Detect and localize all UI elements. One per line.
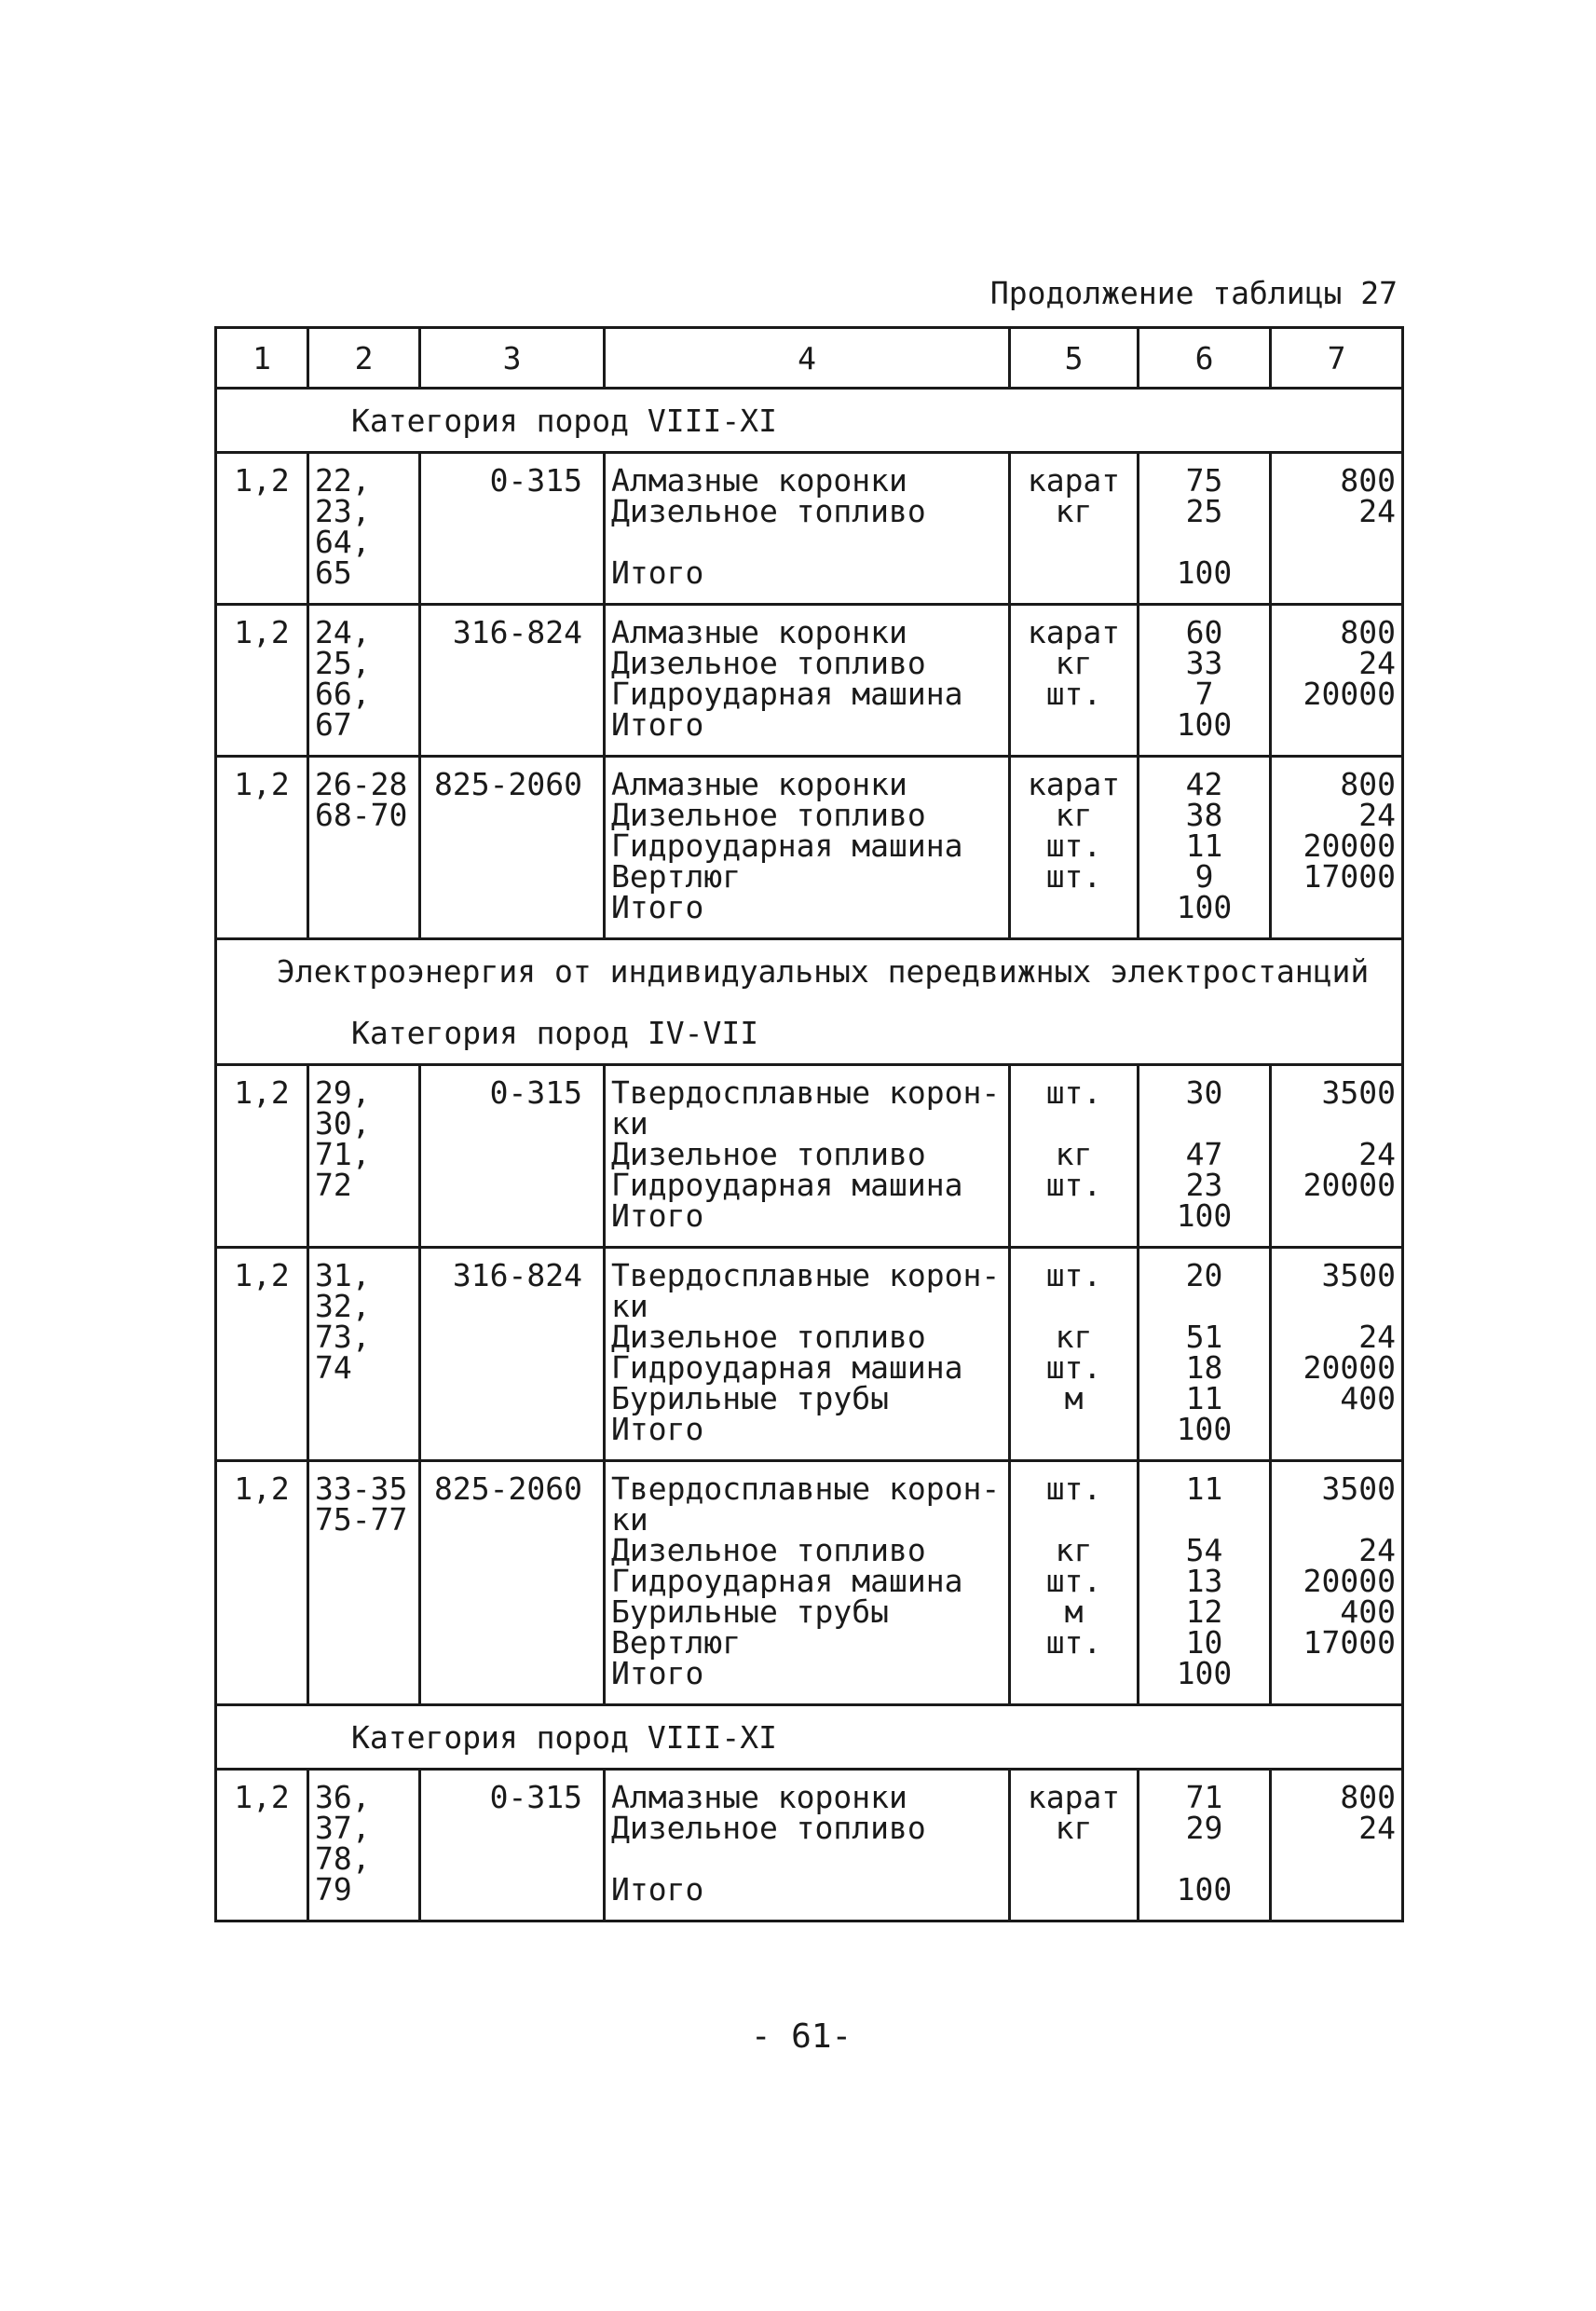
item-share: 100 [1176, 889, 1233, 925]
item-name: ки [611, 1501, 648, 1538]
item-share: 75 [1185, 462, 1223, 499]
item-value: 24 [1358, 1810, 1396, 1846]
cell-value [1271, 1461, 1403, 1705]
item-unit [1016, 1414, 1131, 1444]
item-unit [1016, 1504, 1131, 1535]
cell-col3 [420, 1065, 605, 1248]
cell-text: 1,2 [234, 614, 290, 650]
table-row [216, 1065, 1403, 1248]
cell-line: 36, [315, 1779, 371, 1815]
item-unit [1016, 709, 1131, 740]
cell-share [1139, 1461, 1271, 1705]
section-title: Категория пород VIII-XI [216, 1705, 1403, 1770]
table-row [216, 757, 1403, 939]
item-value: 400 [1340, 1380, 1396, 1416]
header-col-3: 3 [420, 328, 605, 389]
item-share: 18 [1185, 1349, 1223, 1386]
item-unit: кг [1055, 493, 1093, 529]
cell-col2 [308, 757, 420, 939]
cell-name [605, 1065, 1010, 1248]
header-col-4: 4 [605, 328, 1010, 389]
section-row [216, 939, 1403, 1003]
section-title: Категория пород IV-VII [216, 1002, 1403, 1065]
cell-line: 79 [315, 1871, 352, 1908]
cell-name [605, 1770, 1010, 1921]
cell-col1 [216, 453, 308, 605]
cell-line: 75-77 [315, 1501, 408, 1538]
item-name: Алмазные коронки [611, 1779, 907, 1815]
item-value: 800 [1340, 614, 1396, 650]
cell-col1 [216, 1065, 308, 1248]
item-value: 20000 [1303, 1563, 1396, 1599]
cell-share [1139, 757, 1271, 939]
item-unit: шт. [1045, 676, 1102, 712]
section-title: Категория пород VIII-XI [216, 389, 1403, 453]
cell-text: 1,2 [234, 1779, 290, 1815]
section-row [216, 1705, 1403, 1770]
item-share: 30 [1185, 1074, 1223, 1111]
item-name: Гидроударная машина [611, 1349, 963, 1386]
item-share: 25 [1185, 493, 1223, 529]
item-value [1277, 1200, 1396, 1231]
cell-line: 72 [315, 1167, 352, 1203]
item-name: Бурильные трубы [611, 1593, 890, 1630]
cell-col1 [216, 1770, 308, 1921]
item-share: 100 [1176, 1871, 1233, 1908]
page-number: - 61- [750, 2017, 853, 2056]
cell-unit [1010, 605, 1139, 757]
item-share [1145, 526, 1263, 557]
cell-text: 316-824 [452, 1257, 582, 1293]
table-row [216, 1770, 1403, 1921]
cell-col2 [308, 1065, 420, 1248]
item-share: 10 [1185, 1624, 1223, 1661]
cell-text: 316-824 [452, 614, 582, 650]
item-unit [1016, 1843, 1131, 1874]
item-value: 20000 [1303, 1349, 1396, 1386]
cell-text: 0-315 [489, 1779, 582, 1815]
item-share: 100 [1176, 706, 1233, 743]
item-unit: кг [1055, 1136, 1093, 1172]
cell-col3 [420, 1770, 605, 1921]
item-name: Твердосплавные корон- [611, 1074, 1001, 1111]
cell-unit [1010, 757, 1139, 939]
item-name: Итого [611, 1655, 704, 1691]
item-name: Вертлюг [611, 1624, 742, 1661]
cell-share [1139, 605, 1271, 757]
item-unit: карат [1027, 1779, 1121, 1815]
item-value: 3500 [1321, 1470, 1396, 1507]
cell-unit [1010, 453, 1139, 605]
item-value [1277, 892, 1396, 923]
item-name: Итого [611, 554, 704, 591]
item-value: 24 [1358, 797, 1396, 833]
item-unit: м [1064, 1593, 1084, 1630]
item-value: 3500 [1321, 1257, 1396, 1293]
cell-col1 [216, 605, 308, 757]
item-name: Алмазные коронки [611, 766, 907, 802]
item-name [611, 1843, 1003, 1874]
item-share: 100 [1176, 1655, 1233, 1691]
section-row [216, 1002, 1403, 1065]
cell-line: 33-35 [315, 1470, 408, 1507]
table-body [216, 389, 1403, 1921]
cell-value [1271, 605, 1403, 757]
item-name: Вертлюг [611, 858, 742, 895]
item-share: 33 [1185, 645, 1223, 681]
cell-text: 1,2 [234, 1257, 290, 1293]
materials-table [214, 326, 1404, 1922]
item-name [611, 526, 1003, 557]
section-row [216, 389, 1403, 453]
cell-unit [1010, 1461, 1139, 1705]
item-share [1145, 1108, 1263, 1139]
cell-unit [1010, 1065, 1139, 1248]
cell-value [1271, 1248, 1403, 1461]
item-share: 42 [1185, 766, 1223, 802]
item-unit: кг [1055, 797, 1093, 833]
table-row [216, 1461, 1403, 1705]
item-share [1145, 1843, 1263, 1874]
cell-line: 24, [315, 614, 371, 650]
item-share: 20 [1185, 1257, 1223, 1293]
item-value: 800 [1340, 1779, 1396, 1815]
item-name: Дизельное топливо [611, 797, 926, 833]
item-share [1145, 1504, 1263, 1535]
item-name: Дизельное топливо [611, 1810, 926, 1846]
item-name: ки [611, 1105, 648, 1142]
item-share: 60 [1185, 614, 1223, 650]
header-col-6: 6 [1139, 328, 1271, 389]
cell-share [1139, 1770, 1271, 1921]
cell-name [605, 757, 1010, 939]
item-unit: карат [1027, 766, 1121, 802]
item-name: Гидроударная машина [611, 827, 963, 864]
cell-col3 [420, 453, 605, 605]
item-value: 24 [1358, 493, 1396, 529]
item-share [1145, 1291, 1263, 1321]
cell-line: 71, [315, 1136, 371, 1172]
cell-line: 37, [315, 1810, 371, 1846]
item-unit: шт. [1045, 858, 1102, 895]
cell-line: 32, [315, 1288, 371, 1324]
item-value [1277, 1658, 1396, 1689]
item-unit: карат [1027, 462, 1121, 499]
section-title: Электроэнергия от индивидуальных передвижных электростанций [216, 939, 1403, 1003]
cell-text: 825-2060 [434, 1470, 582, 1507]
cell-col3 [420, 605, 605, 757]
cell-line: 66, [315, 676, 371, 712]
item-value [1277, 1291, 1396, 1321]
item-share: 7 [1194, 676, 1214, 712]
item-name: Дизельное топливо [611, 1532, 926, 1568]
item-name: Твердосплавные корон- [611, 1257, 1001, 1293]
item-unit [1016, 1108, 1131, 1139]
item-value: 24 [1358, 645, 1396, 681]
item-share: 100 [1176, 554, 1233, 591]
cell-line: 74 [315, 1349, 352, 1386]
cell-col1 [216, 757, 308, 939]
item-share: 51 [1185, 1319, 1223, 1355]
item-value [1277, 526, 1396, 557]
cell-col2 [308, 605, 420, 757]
item-name: ки [611, 1288, 648, 1324]
item-unit [1016, 1291, 1131, 1321]
item-name: Итого [611, 1411, 704, 1447]
item-name: Алмазные коронки [611, 614, 907, 650]
item-value [1277, 1414, 1396, 1444]
cell-text: 0-315 [489, 462, 582, 499]
item-share: 29 [1185, 1810, 1223, 1846]
table-row [216, 453, 1403, 605]
cell-value [1271, 1770, 1403, 1921]
cell-line: 67 [315, 706, 352, 743]
item-value: 400 [1340, 1593, 1396, 1630]
cell-line: 23, [315, 493, 371, 529]
cell-share [1139, 1248, 1271, 1461]
item-unit [1016, 557, 1131, 588]
item-unit: карат [1027, 614, 1121, 650]
item-value [1277, 1874, 1396, 1905]
cell-text: 1,2 [234, 462, 290, 499]
cell-line: 22, [315, 462, 371, 499]
cell-name [605, 605, 1010, 757]
item-unit: шт. [1045, 1257, 1102, 1293]
item-value: 20000 [1303, 1167, 1396, 1203]
item-name: Гидроударная машина [611, 1167, 963, 1203]
cell-unit [1010, 1248, 1139, 1461]
item-value [1277, 1843, 1396, 1874]
cell-col3 [420, 1461, 605, 1705]
header-col-5: 5 [1010, 328, 1139, 389]
table-row [216, 1248, 1403, 1461]
item-unit: кг [1055, 1532, 1093, 1568]
cell-unit [1010, 1770, 1139, 1921]
item-unit: кг [1055, 1810, 1093, 1846]
item-unit: кг [1055, 645, 1093, 681]
cell-line: 64, [315, 524, 371, 560]
cell-line: 68-70 [315, 797, 408, 833]
item-name: Алмазные коронки [611, 462, 907, 499]
item-share: 12 [1185, 1593, 1223, 1630]
item-unit: шт. [1045, 1167, 1102, 1203]
cell-text: 1,2 [234, 1074, 290, 1111]
item-value: 20000 [1303, 676, 1396, 712]
header-col-2: 2 [308, 328, 420, 389]
item-name: Итого [611, 1197, 704, 1234]
cell-col2 [308, 1770, 420, 1921]
cell-text: 825-2060 [434, 766, 582, 802]
item-unit: шт. [1045, 1470, 1102, 1507]
item-name: Гидроударная машина [611, 676, 963, 712]
item-name: Гидроударная машина [611, 1563, 963, 1599]
item-value: 24 [1358, 1532, 1396, 1568]
cell-value [1271, 757, 1403, 939]
item-unit: шт. [1045, 1074, 1102, 1111]
item-value: 17000 [1303, 858, 1396, 895]
cell-share [1139, 1065, 1271, 1248]
item-value [1277, 557, 1396, 588]
cell-line: 25, [315, 645, 371, 681]
item-unit [1016, 1658, 1131, 1689]
cell-line: 26-28 [315, 766, 408, 802]
cell-share [1139, 453, 1271, 605]
item-name: Бурильные трубы [611, 1380, 890, 1416]
cell-col2 [308, 453, 420, 605]
item-share: 47 [1185, 1136, 1223, 1172]
item-share: 9 [1194, 858, 1214, 895]
item-value: 800 [1340, 766, 1396, 802]
item-value: 24 [1358, 1319, 1396, 1355]
item-unit: шт. [1045, 1349, 1102, 1386]
cell-line: 65 [315, 554, 352, 591]
item-name: Дизельное топливо [611, 645, 926, 681]
cell-col3 [420, 1248, 605, 1461]
item-share: 100 [1176, 1411, 1233, 1447]
item-unit: шт. [1045, 827, 1102, 864]
item-unit: м [1064, 1380, 1084, 1416]
header-row [216, 328, 1403, 389]
item-name: Дизельное топливо [611, 1136, 926, 1172]
cell-col3 [420, 757, 605, 939]
table-row [216, 605, 1403, 757]
item-unit [1016, 1200, 1131, 1231]
cell-line: 30, [315, 1105, 371, 1142]
header-col-7: 7 [1271, 328, 1403, 389]
cell-col1 [216, 1461, 308, 1705]
item-unit: шт. [1045, 1563, 1102, 1599]
item-value: 24 [1358, 1136, 1396, 1172]
header-col-1: 1 [216, 328, 308, 389]
item-unit: шт. [1045, 1624, 1102, 1661]
item-unit [1016, 892, 1131, 923]
item-unit [1016, 526, 1131, 557]
item-value: 3500 [1321, 1074, 1396, 1111]
cell-value [1271, 453, 1403, 605]
cell-line: 78, [315, 1840, 371, 1877]
item-name: Итого [611, 706, 704, 743]
item-name: Дизельное топливо [611, 1319, 926, 1355]
item-name: Итого [611, 1871, 704, 1908]
item-share: 11 [1185, 827, 1223, 864]
item-share: 38 [1185, 797, 1223, 833]
cell-text: 1,2 [234, 1470, 290, 1507]
item-share: 11 [1185, 1380, 1223, 1416]
item-value [1277, 709, 1396, 740]
item-value [1277, 1108, 1396, 1139]
cell-text: 1,2 [234, 766, 290, 802]
item-share: 71 [1185, 1779, 1223, 1815]
item-share: 13 [1185, 1563, 1223, 1599]
cell-line: 31, [315, 1257, 371, 1293]
item-value [1277, 1504, 1396, 1535]
item-share: 100 [1176, 1197, 1233, 1234]
cell-col1 [216, 1248, 308, 1461]
item-name: Твердосплавные корон- [611, 1470, 1001, 1507]
cell-col2 [308, 1461, 420, 1705]
cell-value [1271, 1065, 1403, 1248]
item-value: 800 [1340, 462, 1396, 499]
item-unit [1016, 1874, 1131, 1905]
item-name: Дизельное топливо [611, 493, 926, 529]
cell-text: 0-315 [489, 1074, 582, 1111]
cell-name [605, 1248, 1010, 1461]
cell-name [605, 1461, 1010, 1705]
item-value: 17000 [1303, 1624, 1396, 1661]
item-name: Итого [611, 889, 704, 925]
item-share: 11 [1185, 1470, 1223, 1507]
cell-line: 29, [315, 1074, 371, 1111]
item-share: 54 [1185, 1532, 1223, 1568]
item-unit: кг [1055, 1319, 1093, 1355]
cell-name [605, 453, 1010, 605]
cell-col2 [308, 1248, 420, 1461]
cell-line: 73, [315, 1319, 371, 1355]
table-caption: Продолжение таблицы 27 [989, 275, 1398, 311]
item-value: 20000 [1303, 827, 1396, 864]
item-share: 23 [1185, 1167, 1223, 1203]
